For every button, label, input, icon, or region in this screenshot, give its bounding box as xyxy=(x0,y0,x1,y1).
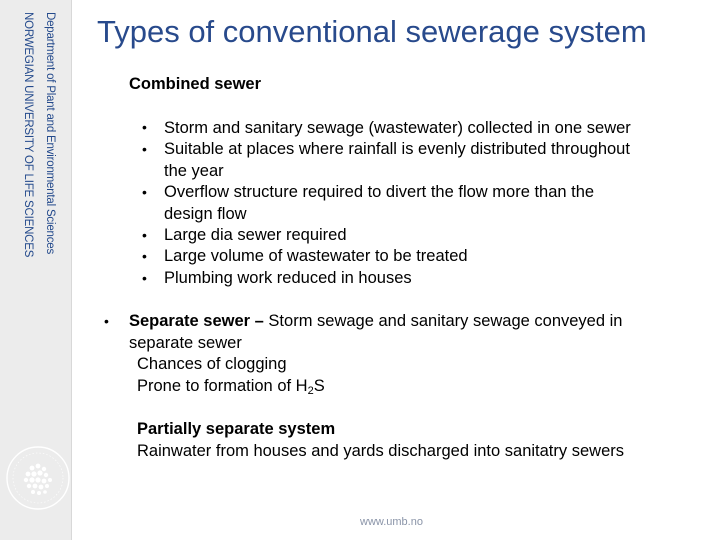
bullet-icon: • xyxy=(142,270,147,286)
combined-line: Large dia sewer required xyxy=(164,226,347,244)
separate-sewer-heading: Separate sewer – xyxy=(129,312,264,330)
combined-line: design flow xyxy=(164,205,247,223)
bullet-icon: • xyxy=(142,227,147,243)
h2s-text: Prone to formation of H xyxy=(137,377,308,395)
university-label: NORWEGIAN UNIVERSITY OF LIFE SCIENCES xyxy=(22,12,34,258)
separate-sewer-description: Storm sewage and sanitary sewage conveyed in xyxy=(263,312,623,330)
bullet-icon: • xyxy=(142,119,147,135)
separate-sewer-line: Chances of clogging xyxy=(137,355,287,373)
combined-line: Overflow structure required to divert the flow more than the xyxy=(164,183,595,201)
h2s-subscript: 2 xyxy=(307,385,314,397)
combined-line: Suitable at places where rainfall is evenly distributed throughout xyxy=(164,140,630,158)
h2s-suffix: S xyxy=(313,377,325,395)
partial-separate-line: Rainwater from houses and yards discharged into sanitatry sewers xyxy=(137,442,624,460)
university-seal-logo xyxy=(2,436,70,522)
bullet-icon: • xyxy=(104,313,109,329)
combined-sewer-heading: Combined sewer xyxy=(129,75,262,93)
combined-line: Plumbing work reduced in houses xyxy=(164,269,412,287)
bullet-icon: • xyxy=(142,184,147,200)
separate-sewer-line xyxy=(129,311,622,332)
footer-url: www.umb.no xyxy=(360,516,423,528)
combined-line: Large volume of wastewater to be treated xyxy=(164,247,468,265)
separate-sewer-line: separate sewer xyxy=(129,334,242,352)
department-label: Department of Plant and Environmental Sciences xyxy=(44,12,56,255)
partial-separate-heading: Partially separate system xyxy=(137,420,336,438)
combined-line: Storm and sanitary sewage (wastewater) collected in one sewer xyxy=(164,119,631,137)
combined-line: the year xyxy=(164,162,224,180)
slide-title: Types of conventional sewerage system xyxy=(97,14,647,49)
bullet-icon: • xyxy=(142,248,147,264)
separate-sewer-line xyxy=(137,376,325,402)
bullet-icon: • xyxy=(142,141,147,157)
sidebar-divider xyxy=(71,0,72,540)
